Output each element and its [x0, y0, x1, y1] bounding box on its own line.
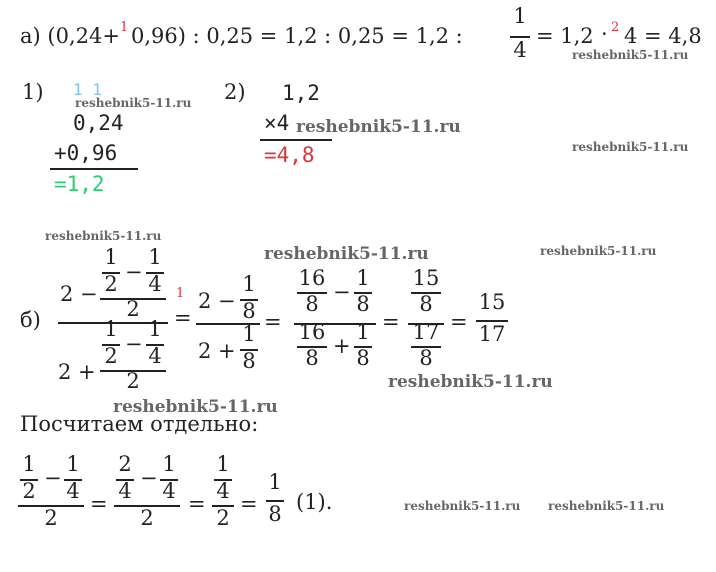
part-a-prefix: а) (0,24+ [20, 24, 120, 48]
reference-mark: (1). [296, 490, 333, 514]
watermark: reshebnik5-11.ru [113, 397, 278, 417]
frac-denominator: 4 [66, 479, 80, 503]
part-b-label: б) [20, 308, 41, 332]
eighth-denominator: 8 [356, 292, 370, 316]
frac-denominator: 8 [268, 502, 282, 526]
quarter-numerator: 1 [148, 245, 162, 269]
multiply-dot: · [601, 22, 608, 46]
step1-top: 2 − [198, 289, 236, 313]
factor-2: ×4 [264, 111, 290, 135]
carry-mark: 2 [611, 20, 620, 35]
num-two: 2 [60, 282, 74, 306]
minus-sign: − [140, 466, 158, 490]
minus-sign: − [125, 332, 143, 356]
inner-denominator: 2 [126, 297, 140, 321]
den-8: 8 [419, 292, 433, 316]
quarter-numerator: 1 [148, 317, 162, 341]
watermark: reshebnik5-11.ru [296, 117, 461, 137]
num-16: 16 [298, 266, 326, 290]
fraction-numerator: 1 [513, 4, 527, 28]
num-16: 16 [298, 320, 326, 344]
watermark: reshebnik5-11.ru [540, 244, 657, 258]
eighth-denominator: 8 [356, 346, 370, 370]
equals: = [382, 310, 400, 334]
frac-numerator: 1 [268, 470, 282, 494]
num-15: 15 [412, 266, 440, 290]
addend-1: 0,24 [73, 111, 124, 135]
frac-denominator: 2 [140, 506, 154, 530]
sum-line [50, 168, 138, 170]
watermark: reshebnik5-11.ru [572, 48, 689, 62]
section-heading: Посчитаем отдельно: [20, 412, 259, 436]
frac-numerator: 1 [216, 452, 230, 476]
den-plus: + [78, 360, 96, 384]
watermark: reshebnik5-11.ru [404, 499, 521, 513]
watermark: reshebnik5-11.ru [45, 229, 162, 243]
eighth-numerator: 1 [242, 272, 256, 296]
den-8: 8 [305, 292, 319, 316]
step-label: 1) [22, 80, 44, 104]
final-denominator: 17 [478, 322, 506, 346]
frac-numerator: 1 [22, 452, 36, 476]
factor-1: 1,2 [282, 81, 320, 105]
quarter-denominator: 4 [148, 344, 162, 368]
num-minus: − [80, 282, 98, 306]
equals: = [240, 492, 258, 516]
watermark: reshebnik5-11.ru [572, 140, 689, 154]
product-result: =4,8 [264, 143, 315, 167]
equals: = [264, 310, 282, 334]
fraction-denominator: 4 [513, 38, 527, 62]
part-a-after-fraction: = 1,2 [536, 24, 594, 48]
frac-denominator: 4 [118, 479, 132, 503]
frac-denominator: 2 [22, 479, 36, 503]
den-8: 8 [305, 346, 319, 370]
carry-digits: 1 1 [73, 80, 102, 99]
eighth-numerator: 1 [356, 266, 370, 290]
product-line [260, 139, 332, 141]
eighth-numerator: 1 [356, 320, 370, 344]
frac-denominator: 2 [216, 506, 230, 530]
equals: = [450, 310, 468, 334]
watermark: reshebnik5-11.ru [388, 372, 553, 392]
minus-sign: − [44, 466, 62, 490]
step1-bottom: 2 + [198, 339, 236, 363]
half-denominator: 2 [104, 344, 118, 368]
inner-denominator: 2 [126, 369, 140, 393]
den-two: 2 [58, 360, 72, 384]
half-numerator: 1 [104, 317, 118, 341]
quarter-denominator: 4 [148, 272, 162, 296]
addend-2: +0,96 [54, 141, 118, 165]
frac-denominator: 4 [216, 479, 230, 503]
part-a-middle: 0,96) : 0,25 = 1,2 : 0,25 = 1,2 : [131, 24, 463, 48]
watermark: reshebnik5-11.ru [264, 244, 429, 264]
final-numerator: 15 [478, 290, 506, 314]
watermark: reshebnik5-11.ru [548, 499, 665, 513]
frac-numerator: 2 [118, 452, 132, 476]
frac-denominator: 4 [162, 479, 176, 503]
frac-denominator: 2 [44, 506, 58, 530]
den-8: 8 [419, 346, 433, 370]
equals: = [188, 492, 206, 516]
carry-mark: 1 [120, 20, 129, 35]
num-17: 17 [412, 320, 440, 344]
eighth-numerator: 1 [242, 322, 256, 346]
equals: = [174, 306, 192, 330]
equals: = [90, 492, 108, 516]
half-denominator: 2 [104, 272, 118, 296]
part-a-tail: 4 = 4,8 [624, 24, 702, 48]
eighth-denominator: 8 [242, 349, 256, 373]
plus-sign: + [333, 334, 351, 358]
watermark: reshebnik5-11.ru [75, 96, 192, 110]
minus-sign: − [125, 260, 143, 284]
step-mark: 1 [176, 286, 185, 301]
half-numerator: 1 [104, 245, 118, 269]
frac-numerator: 1 [66, 452, 80, 476]
frac-numerator: 1 [162, 452, 176, 476]
step-label: 2) [224, 80, 246, 104]
minus-sign: − [333, 280, 351, 304]
eighth-denominator: 8 [242, 299, 256, 323]
sum-result: =1,2 [54, 172, 105, 196]
